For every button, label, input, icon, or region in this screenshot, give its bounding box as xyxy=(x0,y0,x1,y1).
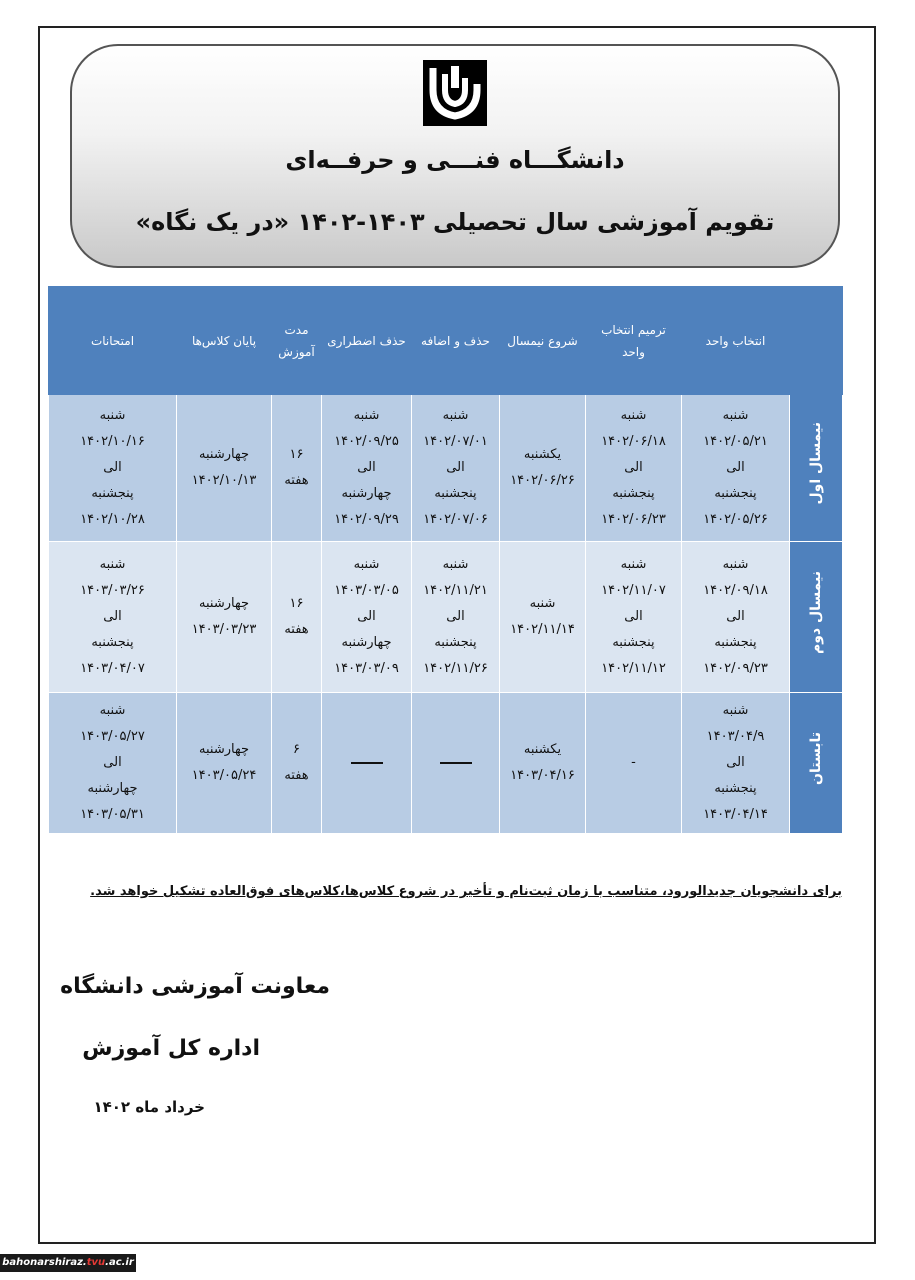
cell-line: ۱۴۰۲/۱۱/۱۲ xyxy=(601,661,666,677)
table-cell xyxy=(682,395,790,542)
cell-line: الی xyxy=(357,460,376,475)
cell-line: شنبه xyxy=(99,408,126,423)
cell-line: ۱۴۰۲/۱۰/۱۳ xyxy=(191,473,257,488)
cell-line: ۶ xyxy=(293,742,300,758)
university-logo-icon xyxy=(423,60,487,126)
empty-dash xyxy=(351,762,383,764)
table-row xyxy=(49,395,843,542)
website-watermark xyxy=(0,1254,136,1272)
table-cell xyxy=(500,693,586,834)
cell-line: الی xyxy=(357,609,376,625)
table-cell xyxy=(682,542,790,693)
cell-line: ۱۴۰۲/۰۶/۲۶ xyxy=(510,473,575,488)
cell-line: ۱۴۰۲/۱۰/۱۶ xyxy=(80,434,145,449)
cell-line: چهارشنبه xyxy=(199,596,249,612)
cell-line: ۱۶ xyxy=(289,447,304,462)
cell-line: الی xyxy=(103,755,122,771)
cell-line: پنجشنبه xyxy=(612,486,655,501)
cell-line: ۱۴۰۳/۰۵/۳۱ xyxy=(80,807,145,823)
cell-line: الی xyxy=(446,460,465,475)
column-header: انتخاب واحد xyxy=(682,287,790,395)
table-cell xyxy=(177,395,272,542)
table-cell xyxy=(412,693,500,834)
watermark-suffix: .ac.ir xyxy=(105,1257,134,1268)
column-header: حذف و اضافه xyxy=(412,287,500,395)
cell-line: پنجشنبه xyxy=(91,635,134,651)
table-cell xyxy=(272,395,322,542)
cell-line: شنبه xyxy=(529,596,556,612)
cell-line: الی xyxy=(726,460,745,475)
table-cell xyxy=(412,395,500,542)
column-header: ترمیم انتخاب واحد xyxy=(586,287,682,395)
cell-line: شنبه xyxy=(722,703,749,719)
cell-line: ۱۴۰۲/۱۱/۱۴ xyxy=(510,622,575,638)
watermark-prefix: bahonarshiraz. xyxy=(2,1257,87,1268)
cell-line: شنبه xyxy=(722,408,749,423)
cell-line: پنجشنبه xyxy=(714,486,757,501)
cell-line: ۱۴۰۳/۰۴/۰۷ xyxy=(80,661,145,677)
semester-name: نیمسال دوم xyxy=(808,570,824,654)
column-header: حذف اضطراری xyxy=(322,287,412,395)
cell-line: هفته xyxy=(284,473,309,488)
cell-line: الی xyxy=(726,609,745,625)
cell-line: - xyxy=(631,755,636,771)
cell-line: چهارشنبه xyxy=(199,447,249,462)
signature-office: اداره کل آموزش xyxy=(82,1036,260,1061)
cell-line: ۱۴۰۲/۰۷/۰۱ xyxy=(423,434,488,449)
cell-line: ۱۴۰۳/۰۳/۲۶ xyxy=(80,583,145,599)
column-header: مدت آموزش xyxy=(272,287,322,395)
cell-line: هفته xyxy=(284,768,309,784)
cell-line: شنبه xyxy=(353,557,380,573)
cell-line: ۱۴۰۲/۱۱/۲۶ xyxy=(423,661,488,677)
cell-line: شنبه xyxy=(99,557,126,573)
cell-line: ۱۴۰۲/۰۶/۱۸ xyxy=(601,434,666,449)
cell-line: ۱۴۰۳/۰۳/۲۳ xyxy=(191,622,257,638)
university-name: دانشگـــاه فنـــی و حرفــه‌ای xyxy=(285,146,625,174)
cell-line: چهارشنبه xyxy=(341,635,392,651)
cell-line: چهارشنبه xyxy=(87,781,138,797)
cell-line: الی xyxy=(446,609,465,625)
table-cell xyxy=(500,395,586,542)
cell-line: ۱۶ xyxy=(289,596,304,612)
cell-line: ۱۴۰۲/۰۶/۲۳ xyxy=(601,512,666,527)
signature-deputy: معاونت آموزشی دانشگاه xyxy=(60,974,330,999)
column-header: پایان کلاس‌ها xyxy=(177,287,272,395)
cell-line: پنجشنبه xyxy=(434,486,477,501)
table-cell xyxy=(586,542,682,693)
table-cell xyxy=(500,542,586,693)
cell-line: چهارشنبه xyxy=(199,742,249,758)
table-cell xyxy=(586,693,682,834)
column-header: امتحانات xyxy=(49,287,177,395)
cell-line: پنجشنبه xyxy=(714,781,757,797)
table-cell xyxy=(177,542,272,693)
table-row xyxy=(49,542,843,693)
academic-calendar-table xyxy=(48,286,843,834)
cell-line: یکشنبه xyxy=(523,742,562,758)
cell-line: ۱۴۰۲/۱۱/۲۱ xyxy=(423,583,488,599)
table-cell xyxy=(177,693,272,834)
calendar-title: تقویم آموزشی سال تحصیلی ۱۴۰۳-۱۴۰۲ «در یک نگاه» xyxy=(135,208,775,236)
semester-name: تابستان xyxy=(808,731,824,785)
cell-line: ۱۴۰۲/۰۵/۲۶ xyxy=(703,512,768,527)
cell-line: ۱۴۰۲/۰۹/۲۹ xyxy=(334,512,399,527)
cell-line: ۱۴۰۳/۰۴/۹ xyxy=(706,729,765,745)
cell-line: پنجشنبه xyxy=(434,635,477,651)
table-cell xyxy=(49,542,177,693)
cell-line: الی xyxy=(624,609,643,625)
cell-line: شنبه xyxy=(722,557,749,573)
cell-line: شنبه xyxy=(442,408,469,423)
table-row xyxy=(49,693,843,834)
new-students-note: برای دانشجویان جدیدالورود، متناسب با زمان ثبت‌نام و تأخیر در شروع کلاس‌ها،کلاس‌های فوق‌العاده تشکیل خواهد شد. xyxy=(90,884,842,899)
table-cell xyxy=(322,395,412,542)
empty-dash xyxy=(440,762,472,764)
cell-line: شنبه xyxy=(620,557,647,573)
cell-line: پنجشنبه xyxy=(714,635,757,651)
cell-line: چهارشنبه xyxy=(341,486,392,501)
cell-line: پنجشنبه xyxy=(91,486,134,501)
cell-line: ۱۴۰۲/۱۰/۲۸ xyxy=(80,512,145,527)
cell-line: ۱۴۰۲/۱۱/۰۷ xyxy=(601,583,666,599)
cell-line: ۱۴۰۳/۰۴/۱۶ xyxy=(510,768,575,784)
cell-line: ۱۴۰۳/۰۴/۱۴ xyxy=(703,807,768,823)
cell-line: ۱۴۰۲/۰۹/۲۳ xyxy=(703,661,768,677)
cell-line: ۱۴۰۲/۰۵/۲۱ xyxy=(703,434,768,449)
cell-line: هفته xyxy=(284,622,309,638)
cell-line: ۱۴۰۲/۰۹/۱۸ xyxy=(703,583,768,599)
semester-label xyxy=(790,542,843,693)
table-cell xyxy=(49,693,177,834)
header-corner xyxy=(790,287,843,395)
cell-line: ۱۴۰۳/۰۵/۲۷ xyxy=(80,729,145,745)
cell-line: الی xyxy=(624,460,643,475)
cell-line: الی xyxy=(726,755,745,771)
table-cell xyxy=(412,542,500,693)
cell-line: ۱۴۰۲/۰۷/۰۶ xyxy=(423,512,488,527)
cell-line: ۱۴۰۲/۰۹/۲۵ xyxy=(334,434,399,449)
cell-line: ۱۴۰۳/۰۳/۰۵ xyxy=(334,583,399,599)
table-cell xyxy=(272,693,322,834)
cell-line: ۱۴۰۳/۰۵/۲۴ xyxy=(191,768,257,784)
cell-line: شنبه xyxy=(442,557,469,573)
cell-line: الی xyxy=(103,460,122,475)
semester-label xyxy=(790,693,843,834)
cell-line: شنبه xyxy=(353,408,380,423)
cell-line: ۱۴۰۳/۰۳/۰۹ xyxy=(334,661,399,677)
semester-label xyxy=(790,395,843,542)
table-cell xyxy=(682,693,790,834)
table-cell xyxy=(586,395,682,542)
cell-line: یکشنبه xyxy=(523,447,562,462)
cell-line: پنجشنبه xyxy=(612,635,655,651)
cell-line: شنبه xyxy=(99,703,126,719)
signature-date: خرداد ماه ۱۴۰۲ xyxy=(93,1098,205,1116)
table-cell xyxy=(272,542,322,693)
column-header: شروع نیمسال xyxy=(500,287,586,395)
watermark-highlight: tvu xyxy=(86,1257,106,1268)
table-cell xyxy=(322,542,412,693)
cell-line: الی xyxy=(103,609,122,625)
table-cell xyxy=(49,395,177,542)
semester-name: نیمسال اول xyxy=(808,421,824,505)
cell-line: شنبه xyxy=(620,408,647,423)
table-cell xyxy=(322,693,412,834)
